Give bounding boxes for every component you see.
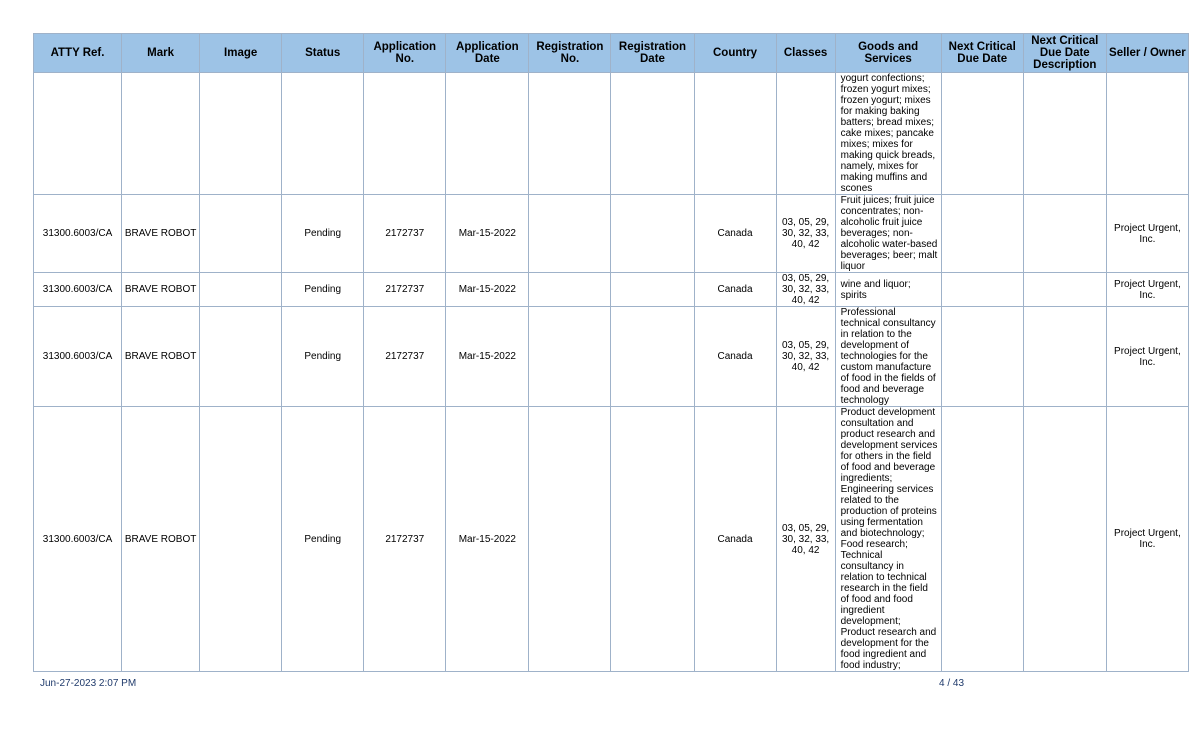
cell-application-no: 2172737 <box>364 273 446 307</box>
cell-goods-services <box>835 273 941 307</box>
cell-status: Pending <box>282 195 364 273</box>
goods-services-text: yogurt confections; frozen yogurt mixes; frozen yogurt; mixes for making baking batters; bread mixes; cake mixes; pancake mixes; mixes for making quick breads, namely, mixes for making muffins and scones <box>840 73 936 194</box>
cell-atty-ref: 31300.6003/CA <box>34 407 122 672</box>
cell-application-date <box>446 73 529 195</box>
cell-next-due-desc <box>1023 307 1106 407</box>
cell-country <box>694 73 776 195</box>
cell-application-date: Mar-15-2022 <box>446 273 529 307</box>
cell-status <box>282 73 364 195</box>
goods-services-text: Fruit juices; fruit juice concentrates; non-alcoholic fruit juice beverages; non-alcoholic water-based beverages; beer; malt liquor <box>840 195 938 272</box>
cell-application-no: 2172737 <box>364 407 446 672</box>
cell-next-due-desc <box>1023 273 1106 307</box>
cell-owner: Project Urgent, Inc. <box>1106 307 1188 407</box>
goods-services-text: wine and liquor; spirits <box>840 278 911 301</box>
col-header-application-no: Application No. <box>364 34 446 73</box>
cell-application-no: 2172737 <box>364 195 446 273</box>
cell-registration-no <box>529 73 611 195</box>
cell-registration-no <box>529 273 611 307</box>
cell-goods-services <box>835 195 941 273</box>
cell-mark: BRAVE ROBOT <box>122 407 200 672</box>
cell-registration-no <box>529 307 611 407</box>
cell-registration-date <box>611 307 694 407</box>
cell-next-due-desc <box>1023 73 1106 195</box>
cell-status: Pending <box>282 407 364 672</box>
table-row <box>34 407 1189 672</box>
table-row <box>34 307 1189 407</box>
cell-owner: Project Urgent, Inc. <box>1106 273 1188 307</box>
cell-country: Canada <box>694 195 776 273</box>
col-header-country: Country <box>694 34 776 73</box>
col-header-registration-date: Registration Date <box>611 34 694 73</box>
cell-registration-date <box>611 273 694 307</box>
col-header-status: Status <box>282 34 364 73</box>
table-body <box>34 73 1189 672</box>
cell-next-due-desc <box>1023 195 1106 273</box>
cell-application-date: Mar-15-2022 <box>446 307 529 407</box>
table-row <box>34 273 1189 307</box>
goods-services-text: Professional technical consultancy in relation to the development of technologies for the custom manufacture of food in the fields of food and beverage technology <box>840 307 936 406</box>
cell-registration-date <box>611 195 694 273</box>
col-header-mark: Mark <box>122 34 200 73</box>
cell-goods-services <box>835 73 941 195</box>
cell-mark: BRAVE ROBOT <box>122 273 200 307</box>
cell-country: Canada <box>694 307 776 407</box>
cell-image <box>200 273 282 307</box>
cell-classes: 03, 05, 29, 30, 32, 33, 40, 42 <box>776 273 835 307</box>
cell-next-due-date <box>941 195 1023 273</box>
trademark-table <box>33 33 1189 672</box>
cell-classes: 03, 05, 29, 30, 32, 33, 40, 42 <box>776 195 835 273</box>
table-header <box>34 34 1189 73</box>
cell-atty-ref: 31300.6003/CA <box>34 273 122 307</box>
cell-classes: 03, 05, 29, 30, 32, 33, 40, 42 <box>776 407 835 672</box>
cell-mark: BRAVE ROBOT <box>122 195 200 273</box>
col-header-atty-ref: ATTY Ref. <box>34 34 122 73</box>
cell-registration-date <box>611 407 694 672</box>
cell-image <box>200 73 282 195</box>
col-header-application-date: Application Date <box>446 34 529 73</box>
col-header-classes: Classes <box>776 34 835 73</box>
cell-image <box>200 407 282 672</box>
cell-atty-ref: 31300.6003/CA <box>34 195 122 273</box>
table-row <box>34 73 1189 195</box>
cell-registration-no <box>529 407 611 672</box>
col-header-next-due-desc: Next Critical Due Date Description <box>1023 34 1106 73</box>
cell-owner <box>1106 73 1188 195</box>
cell-country: Canada <box>694 407 776 672</box>
col-header-next-due-date: Next Critical Due Date <box>941 34 1023 73</box>
cell-owner: Project Urgent, Inc. <box>1106 407 1188 672</box>
trademark-report-sheet <box>33 33 1189 672</box>
print-timestamp: Jun-27-2023 2:07 PM <box>40 678 137 689</box>
cell-mark <box>122 73 200 195</box>
cell-image <box>200 195 282 273</box>
cell-next-due-date <box>941 407 1023 672</box>
cell-owner: Project Urgent, Inc. <box>1106 195 1188 273</box>
cell-next-due-desc <box>1023 407 1106 672</box>
cell-image <box>200 307 282 407</box>
cell-application-no: 2172737 <box>364 307 446 407</box>
col-header-image: Image <box>200 34 282 73</box>
cell-next-due-date <box>941 273 1023 307</box>
cell-classes <box>776 73 835 195</box>
cell-status: Pending <box>282 307 364 407</box>
col-header-owner: Seller / Owner <box>1106 34 1188 73</box>
cell-next-due-date <box>941 307 1023 407</box>
col-header-registration-no: Registration No. <box>529 34 611 73</box>
page-number: 4 / 43 <box>939 678 965 689</box>
header-row <box>34 34 1189 73</box>
cell-atty-ref: 31300.6003/CA <box>34 307 122 407</box>
cell-goods-services <box>835 407 941 672</box>
cell-application-date: Mar-15-2022 <box>446 195 529 273</box>
cell-application-date: Mar-15-2022 <box>446 407 529 672</box>
cell-application-no <box>364 73 446 195</box>
cell-next-due-date <box>941 73 1023 195</box>
cell-goods-services <box>835 307 941 407</box>
col-header-goods-services: Goods and Services <box>835 34 941 73</box>
cell-country: Canada <box>694 273 776 307</box>
cell-atty-ref <box>34 73 122 195</box>
cell-registration-date <box>611 73 694 195</box>
cell-classes: 03, 05, 29, 30, 32, 33, 40, 42 <box>776 307 835 407</box>
cell-status: Pending <box>282 273 364 307</box>
goods-services-text: Product development consultation and product research and development services for others in the field of food and beverage ingredients; Engineering services related to the production of proteins using fermentation and biotechnology; Food research; Technical consultancy in relation to technical research in the field of food and food ingredient development; Product research and development for the food ingredient and food industry; <box>840 407 938 671</box>
table-row <box>34 195 1189 273</box>
cell-mark: BRAVE ROBOT <box>122 307 200 407</box>
cell-registration-no <box>529 195 611 273</box>
